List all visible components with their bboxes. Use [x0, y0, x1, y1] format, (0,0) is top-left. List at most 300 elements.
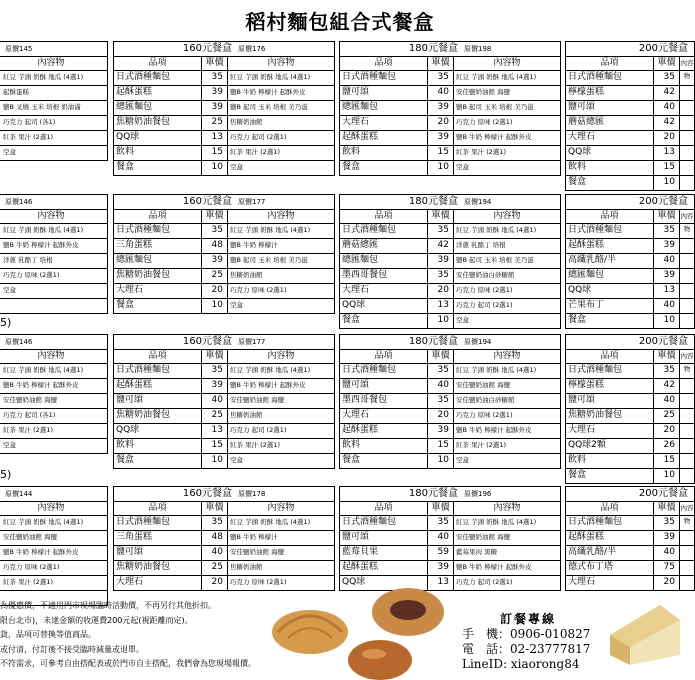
- box-header: [114, 195, 334, 210]
- table-row: [340, 224, 560, 239]
- header-item: 品項: [114, 57, 202, 70]
- table-row: [0, 409, 107, 424]
- content-cell: 鹽B 起司 玉米 培根 美乃滋: [230, 103, 308, 111]
- content-cell: 紅豆 芋頭 奶酥 地瓜 (4選1): [230, 366, 311, 374]
- content-cell: 鹽B 牛奶 檸檬汁: [230, 533, 278, 541]
- table-row: [566, 254, 694, 269]
- price-cell: 35: [428, 71, 454, 85]
- price-cell: 35: [202, 224, 228, 238]
- price-cell: 35: [202, 71, 228, 85]
- content-cell: [680, 409, 694, 423]
- mobile-line: 手 機：0906-010827: [462, 627, 591, 641]
- price-cell: 39: [428, 254, 454, 268]
- item-cell: 鹽可頌: [566, 394, 654, 408]
- table-row: [0, 516, 107, 531]
- content-cell: 鹽B 牛奶 檸檬汁 起酥外皮: [456, 133, 532, 141]
- table-row: [340, 439, 560, 454]
- item-cell: 日式酒種麵包: [566, 364, 654, 378]
- content-cell: [680, 469, 694, 483]
- content-cell: [680, 454, 694, 468]
- item-cell: 鹽可頌: [340, 531, 428, 545]
- item-cell: 總匯麵包: [114, 254, 202, 268]
- item-cell: 飲料: [340, 439, 428, 453]
- table-row: [114, 409, 334, 424]
- table-row: [340, 531, 560, 546]
- item-cell: 蘑菇總匯: [566, 116, 654, 130]
- content-cell: 焦糖奶油館: [230, 271, 263, 279]
- price-cell: 40: [428, 531, 454, 545]
- table-row: [566, 561, 694, 576]
- content-cell: 紅豆 芋頭 奶酥 地瓜 (4選1): [230, 518, 311, 526]
- price-cell: 25: [202, 561, 228, 575]
- table-row: [0, 254, 107, 269]
- item-cell: 墨西哥餐包: [340, 269, 428, 283]
- line-id: LineID: xiaorong84: [462, 657, 580, 671]
- box-price: 180元餐盒: [408, 196, 458, 207]
- content-cell: 安佳鹽奶油館 海鹽: [230, 548, 285, 556]
- table-row: [0, 424, 107, 439]
- table-row: [566, 546, 694, 561]
- item-cell: 飲料: [340, 146, 428, 160]
- content-cell: [680, 224, 694, 238]
- box-header: [0, 42, 107, 57]
- header-content: 內容物: [680, 504, 694, 525]
- header-item: 品項: [566, 502, 654, 515]
- table-row: [0, 86, 107, 101]
- content-cell: 安佳鹽奶油館 海鹽: [456, 533, 511, 541]
- content-cell: 起酥蛋糕: [3, 88, 29, 96]
- original-price: 原價178: [238, 490, 266, 498]
- original-price: 原價176: [238, 45, 266, 53]
- price-cell: 39: [202, 254, 228, 268]
- table-row: [0, 439, 107, 453]
- original-price: 原價198: [464, 45, 492, 53]
- item-cell: 日式酒種麵包: [114, 516, 202, 530]
- price-cell: 39: [428, 561, 454, 575]
- content-cell: 紅茶 果汁 (2選1): [456, 441, 506, 449]
- box-header: [340, 335, 560, 350]
- table-row: [340, 394, 560, 409]
- content-cell: 焦糖奶油館: [230, 411, 263, 419]
- content-cell: 紅豆 芋頭 奶酥 地瓜 (4選1): [3, 518, 84, 526]
- price-cell: 35: [428, 364, 454, 378]
- content-cell: [680, 424, 694, 438]
- box-price: 160元餐盒: [182, 43, 232, 54]
- price-cell: 25: [202, 269, 228, 283]
- table-row: [340, 116, 560, 131]
- content-cell: [680, 161, 694, 175]
- original-price: 原價177: [238, 338, 266, 346]
- header-item: 品項: [566, 210, 654, 223]
- item-cell: 焦糖奶油餐包: [566, 409, 654, 423]
- page-title: 稻村麵包組合式餐盒: [245, 10, 435, 34]
- table-row: [340, 424, 560, 439]
- content-cell: [680, 131, 694, 145]
- content-cell: [680, 364, 694, 378]
- header-content: 內容物: [680, 212, 694, 233]
- content-cell: 安佳鹽奶油白砂糖館: [456, 271, 515, 279]
- item-cell: 日式酒種麵包: [566, 516, 654, 530]
- meal-box-card: [339, 41, 561, 176]
- price-cell: 10: [428, 314, 454, 328]
- table-row: [566, 116, 694, 131]
- content-cell: 紅茶 果汁 (2選1): [230, 148, 280, 156]
- header-content: 內容物: [680, 59, 694, 80]
- item-cell: QQ球: [340, 576, 428, 590]
- header-content: 內容物: [493, 211, 521, 221]
- content-cell: 紅茶 果汁 (2選1): [230, 441, 280, 449]
- content-cell: 巧克力 原味 (2選1): [3, 271, 60, 279]
- price-cell: 75: [654, 561, 680, 575]
- table-row: [340, 546, 560, 561]
- contact-title: 訂餐專線: [500, 612, 557, 626]
- table-row: [340, 299, 560, 314]
- content-cell: [680, 314, 694, 328]
- item-cell: 三角蛋糕: [114, 239, 202, 253]
- content-cell: 鹽B 牛奶 檸檬汁 起酥外皮: [3, 241, 79, 249]
- table-row: [566, 424, 694, 439]
- item-cell: 鹽可頌: [340, 86, 428, 100]
- meal-box-card: [565, 41, 695, 191]
- item-cell: QQ球: [566, 146, 654, 160]
- item-cell: 餐盒: [566, 176, 654, 190]
- header-price: 單價: [654, 57, 680, 70]
- table-row: [340, 131, 560, 146]
- item-cell: 藍莓貝果: [340, 546, 428, 560]
- table-row: [566, 239, 694, 254]
- price-cell: 13: [654, 146, 680, 160]
- table-row: [566, 131, 694, 146]
- price-cell: 35: [202, 516, 228, 530]
- header-content: 內容物: [493, 58, 521, 68]
- content-cell: 焦糖奶油館: [230, 563, 263, 571]
- price-cell: 13: [428, 299, 454, 313]
- item-cell: 餐盒: [114, 299, 202, 313]
- item-cell: 大理石: [340, 284, 428, 298]
- header-content: 內容物: [493, 503, 521, 513]
- content-cell: 紅豆 芋頭 奶酥 地瓜 (4選1): [456, 518, 537, 526]
- price-cell: 35: [428, 269, 454, 283]
- content-cell: [0, 299, 107, 313]
- content-cell: 巧克力 起司 (2選1): [456, 578, 513, 586]
- content-cell: [680, 71, 694, 85]
- price-cell: 13: [428, 576, 454, 590]
- content-cell: [680, 86, 694, 100]
- price-cell: 15: [654, 161, 680, 175]
- price-cell: 40: [654, 546, 680, 560]
- header-content: 內容物: [37, 211, 65, 221]
- price-cell: 42: [654, 379, 680, 393]
- meal-box-card: [339, 486, 561, 591]
- price-cell: 39: [202, 101, 228, 115]
- table-row: [0, 284, 107, 299]
- content-cell: [680, 516, 694, 530]
- table-row: [114, 146, 334, 161]
- item-cell: 檸檬蛋糕: [566, 86, 654, 100]
- table-row: [566, 146, 694, 161]
- content-cell: 洋蔥 乳酪丁 培根: [3, 256, 53, 264]
- content-cell: 鹽B 起司 玉米 培根 美乃滋: [230, 256, 308, 264]
- header-price: 單價: [428, 210, 454, 223]
- price-cell: 13: [202, 131, 228, 145]
- content-cell: [680, 531, 694, 545]
- partial-box: [0, 194, 108, 314]
- header-item: 品項: [566, 350, 654, 363]
- contact-info: [462, 610, 590, 672]
- header-item: 品項: [340, 350, 428, 363]
- table-row: [566, 409, 694, 424]
- content-cell: [680, 299, 694, 313]
- original-price: 原價194: [464, 198, 492, 206]
- item-cell: QQ球: [566, 284, 654, 298]
- content-cell: 安佳鹽奶油白砂糖館: [456, 396, 515, 404]
- content-cell: 巧克力 原味 (2選1): [3, 563, 60, 571]
- price-cell: 40: [654, 394, 680, 408]
- round-bun-image: [348, 640, 412, 680]
- box-header: [114, 42, 334, 57]
- price-cell: 26: [654, 439, 680, 453]
- content-cell: 鹽B 起司 玉米 培根 美乃滋: [456, 256, 534, 264]
- price-cell: 15: [428, 439, 454, 453]
- item-cell: 日式酒種麵包: [340, 224, 428, 238]
- meal-box-card: [339, 334, 561, 469]
- content-cell: [680, 254, 694, 268]
- content-cell: 鹽B 牛奶 檸檬汁 起酥外皮: [456, 563, 532, 571]
- box-header: [340, 487, 560, 502]
- table-row: [114, 454, 334, 468]
- table-row: [0, 561, 107, 576]
- price-cell: 39: [428, 131, 454, 145]
- box-price: 180元餐盒: [408, 336, 458, 347]
- price-cell: 10: [202, 454, 228, 468]
- table-row: [114, 561, 334, 576]
- price-cell: 25: [202, 116, 228, 130]
- price-cell: 10: [428, 161, 454, 175]
- header-content: 內容物: [267, 211, 295, 221]
- table-row: [566, 394, 694, 409]
- header-item: 品項: [114, 350, 202, 363]
- item-cell: 起酥蛋糕: [114, 86, 202, 100]
- item-cell: 起酥蛋糕: [114, 379, 202, 393]
- table-row: [114, 161, 334, 175]
- content-cell: 紅豆 芋頭 奶酥 地瓜 (4選1): [456, 366, 537, 374]
- box-price: 200元餐盒: [638, 488, 688, 499]
- header-price: 單價: [202, 350, 228, 363]
- table-row: [114, 516, 334, 531]
- table-row: [0, 116, 107, 131]
- table-row: [340, 146, 560, 161]
- content-cell: 空盒: [230, 456, 243, 464]
- content-cell: 空盒: [3, 441, 16, 449]
- price-cell: 20: [428, 284, 454, 298]
- price-cell: 48: [202, 531, 228, 545]
- table-row: [114, 364, 334, 379]
- table-row: [566, 314, 694, 328]
- header-content: 內容物: [37, 503, 65, 513]
- table-row: [340, 284, 560, 299]
- table-row: [340, 409, 560, 424]
- table-row: [566, 269, 694, 284]
- table-row: [566, 71, 694, 86]
- price-cell: 20: [654, 424, 680, 438]
- header-content: 內容物: [267, 503, 295, 513]
- content-cell: 巧克力 起司 (2選1): [230, 426, 287, 434]
- price-cell: 42: [654, 116, 680, 130]
- box-header: [114, 335, 334, 350]
- table-row: [340, 516, 560, 531]
- item-cell: 起酥蛋糕: [566, 239, 654, 253]
- table-row: [340, 454, 560, 468]
- item-cell: 起酥蛋糕: [566, 531, 654, 545]
- content-cell: [680, 146, 694, 160]
- content-cell: [680, 561, 694, 575]
- box-header: [114, 487, 334, 502]
- original-price: 原價196: [464, 490, 492, 498]
- content-cell: 巧克力 原味 (2選1): [456, 118, 513, 126]
- item-cell: 墨西哥餐包: [340, 394, 428, 408]
- cake-photo: [605, 585, 680, 670]
- item-cell: 大理石: [340, 116, 428, 130]
- item-cell: 大理石: [340, 409, 428, 423]
- content-cell: 紅豆 芋頭 奶酥 地瓜 (4選1): [456, 226, 537, 234]
- meal-box-card: [113, 41, 335, 176]
- price-cell: 20: [654, 576, 680, 590]
- header-price: 單價: [654, 350, 680, 363]
- note-line: 為優惠價，不適用門市現場臨時活動價，不再另行其他折扣。: [0, 601, 216, 610]
- meal-box-card: [565, 194, 695, 329]
- item-cell: QQ球2顆: [566, 439, 654, 453]
- table-row: [566, 161, 694, 176]
- table-row: [566, 439, 694, 454]
- table-row: [114, 424, 334, 439]
- box-price: 200元餐盒: [638, 336, 688, 347]
- item-cell: QQ球: [340, 299, 428, 313]
- content-cell: 紅豆 芋頭 奶酥 地瓜 (4選1): [3, 226, 84, 234]
- price-cell: 39: [654, 531, 680, 545]
- price-cell: 20: [428, 116, 454, 130]
- table-row: [566, 516, 694, 531]
- header-content: 內容物: [37, 58, 65, 68]
- item-cell: 起酥蛋糕: [340, 131, 428, 145]
- table-row: [0, 364, 107, 379]
- item-cell: 日式酒種麵包: [340, 364, 428, 378]
- table-row: [340, 561, 560, 576]
- box-header: [0, 335, 107, 350]
- header-price: 單價: [428, 502, 454, 515]
- header-price: 單價: [202, 502, 228, 515]
- price-cell: 35: [654, 71, 680, 85]
- content-cell: 藍莓果肉 黑糖: [456, 548, 498, 556]
- table-row: [0, 224, 107, 239]
- price-cell: 40: [654, 101, 680, 115]
- table-row: [114, 546, 334, 561]
- table-row: [114, 379, 334, 394]
- box-header: [0, 195, 107, 210]
- table-row: [0, 546, 107, 561]
- price-cell: 13: [202, 424, 228, 438]
- table-row: [566, 299, 694, 314]
- content-cell: 安佳鹽奶油館 海鹽: [230, 396, 285, 404]
- price-cell: 35: [428, 394, 454, 408]
- content-cell: 紅豆 芋頭 奶酥 地瓜 (4選1): [230, 73, 311, 81]
- meal-box-card: [113, 194, 335, 314]
- table-row: [0, 146, 107, 160]
- header-price: 單價: [654, 210, 680, 223]
- box-price: 200元餐盒: [638, 196, 688, 207]
- content-cell: [680, 439, 694, 453]
- content-cell: 鹽B 牛奶 檸檬汁 起酥外皮: [456, 426, 532, 434]
- content-cell: 鹽B 牛奶 檸檬汁 起酥外皮: [3, 381, 79, 389]
- header-content: 內容物: [680, 352, 694, 373]
- item-cell: QQ球: [114, 424, 202, 438]
- item-cell: 飲料: [566, 454, 654, 468]
- price-cell: 13: [654, 284, 680, 298]
- order-notes: [0, 599, 300, 672]
- price-cell: 40: [654, 299, 680, 313]
- item-cell: 焦糖奶油餐包: [114, 409, 202, 423]
- item-cell: 焦糖奶油餐包: [114, 116, 202, 130]
- table-row: [0, 379, 107, 394]
- price-cell: 10: [428, 454, 454, 468]
- item-cell: 總匯麵包: [566, 269, 654, 283]
- content-cell: 紅豆 芋頭 奶酥 地瓜 (4選1): [3, 366, 84, 374]
- meal-box-card: [113, 486, 335, 591]
- table-row: [566, 224, 694, 239]
- content-cell: 巧克力 原味 (2選1): [230, 578, 287, 586]
- table-row: [114, 116, 334, 131]
- price-cell: 20: [654, 131, 680, 145]
- price-cell: 40: [202, 546, 228, 560]
- note-line: 或付清，付訂後不接受臨時減量或退單。: [0, 644, 144, 654]
- table-row: [566, 101, 694, 116]
- item-cell: 餐盒: [114, 454, 202, 468]
- content-cell: 空盒: [3, 286, 16, 294]
- item-cell: 大理石: [566, 424, 654, 438]
- content-cell: 紅茶 果汁 (2選1): [3, 578, 53, 586]
- header-price: 單價: [428, 57, 454, 70]
- price-cell: 25: [654, 409, 680, 423]
- table-row: [114, 531, 334, 546]
- item-cell: 餐盒: [566, 469, 654, 483]
- box-price: 180元餐盒: [408, 43, 458, 54]
- item-cell: 鹽可頌: [114, 394, 202, 408]
- item-cell: 大理石: [114, 284, 202, 298]
- price-cell: 15: [654, 454, 680, 468]
- box-price: 160元餐盒: [182, 196, 232, 207]
- price-cell: 40: [428, 86, 454, 100]
- content-cell: 安佳鹽奶油館 海鹽: [3, 533, 58, 541]
- item-cell: 鹽可頌: [340, 379, 428, 393]
- table-row: [114, 224, 334, 239]
- price-cell: 42: [428, 239, 454, 253]
- table-row: [0, 269, 107, 284]
- content-cell: 安佳鹽奶油館 海鹽: [3, 396, 58, 404]
- item-cell: 餐盒: [566, 314, 654, 328]
- item-cell: 日式酒種麵包: [340, 516, 428, 530]
- content-cell: [680, 379, 694, 393]
- header-item: 品項: [340, 210, 428, 223]
- content-cell: [680, 239, 694, 253]
- table-row: [0, 239, 107, 254]
- content-cell: [680, 101, 694, 115]
- table-row: [0, 576, 107, 591]
- table-row: [114, 299, 334, 313]
- box-header: [0, 487, 107, 502]
- content-cell: 鹽B 牛奶 檸檬汁: [230, 241, 278, 249]
- content-cell: 巧克力 起司 (各1): [3, 118, 56, 126]
- price-cell: 10: [654, 469, 680, 483]
- box-price: 160元餐盒: [182, 336, 232, 347]
